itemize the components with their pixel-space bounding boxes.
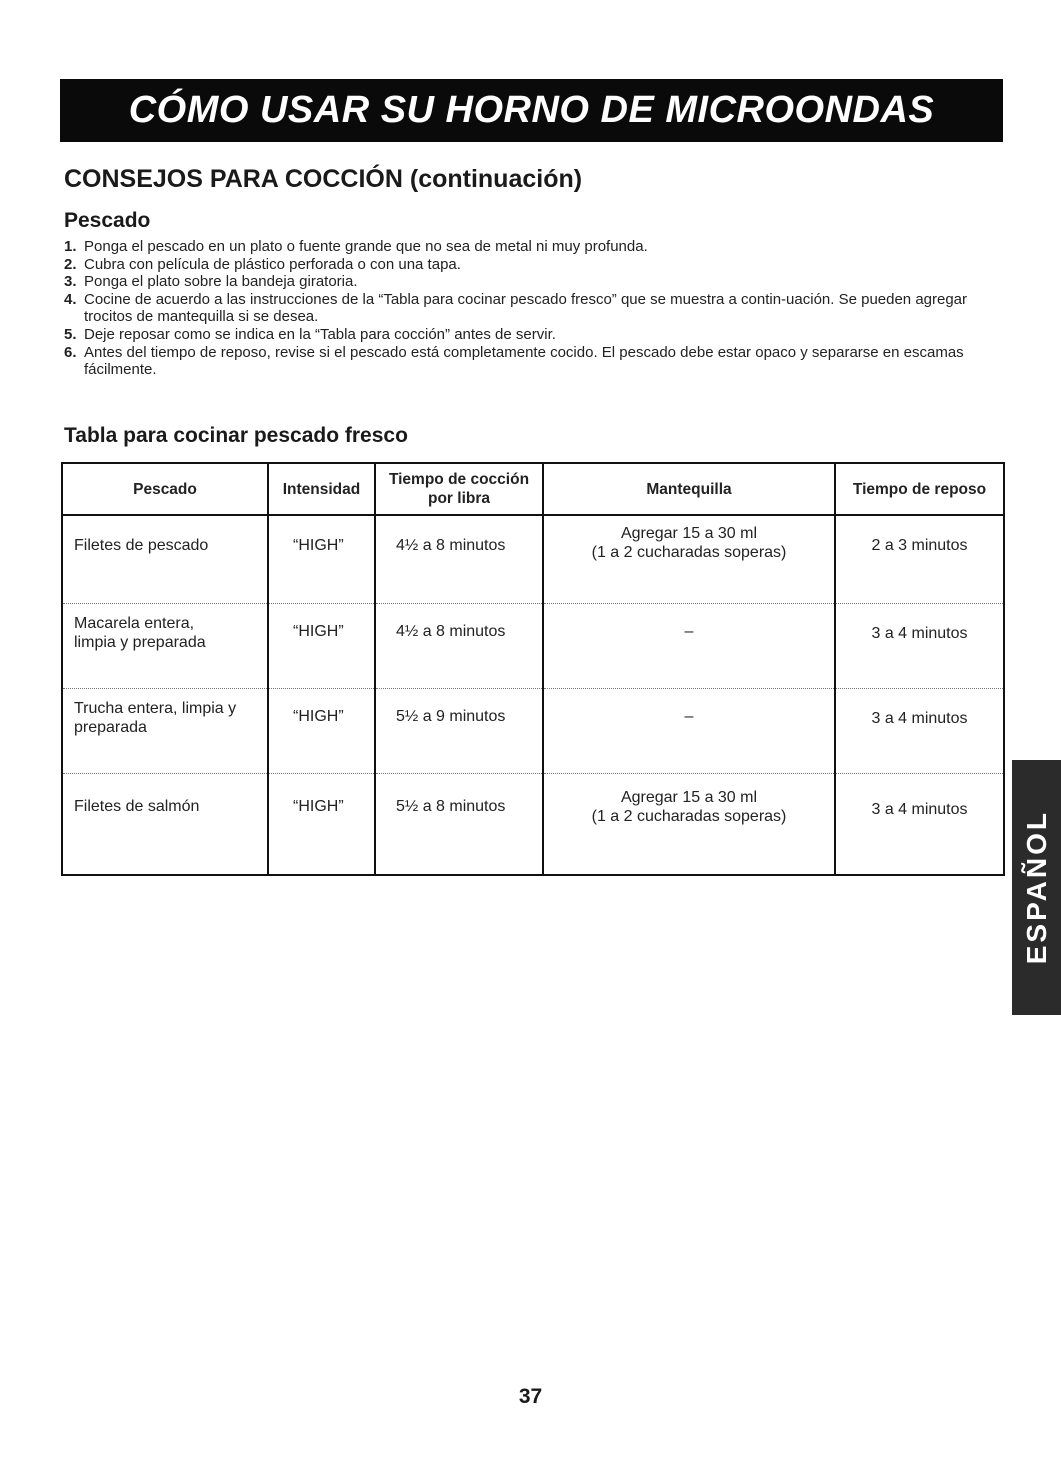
fish-cooking-table — [61, 462, 1005, 876]
header-fish: Pescado — [62, 463, 268, 515]
cell-cook-time: 4½ a 8 minutos — [375, 604, 543, 689]
step-item — [64, 273, 984, 291]
instruction-steps — [64, 238, 984, 379]
banner-title: CÓMO USAR SU HORNO DE MICROONDAS — [128, 89, 935, 131]
butter-amount: Agregar 15 a 30 ml — [620, 525, 758, 542]
header-cook-time: Tiempo de cocción por libra — [375, 463, 543, 515]
language-tab-label: ESPAÑOL — [1020, 810, 1052, 965]
cell-power: “HIGH” — [268, 774, 375, 876]
cell-cook-time: 5½ a 9 minutos — [375, 689, 543, 774]
step-text: Ponga el pescado en un plato o fuente grande que no sea de metal ni muy profunda. — [84, 238, 648, 255]
step-number: 6. — [64, 343, 77, 361]
table-title: Tabla para cocinar pescado fresco — [64, 424, 408, 447]
table-row — [62, 604, 1004, 689]
butter-amount: – — [684, 708, 694, 725]
cell-standing-time: 3 a 4 minutos — [835, 604, 1004, 689]
step-item — [64, 238, 984, 256]
cell-butter — [543, 774, 835, 876]
step-text: Antes del tiempo de reposo, revise si el pescado está completamente cocido. El pescado debe estar opaco y separarse en escamas fácilmente. — [84, 343, 964, 379]
step-item — [64, 291, 984, 326]
language-tab — [1012, 760, 1061, 1015]
butter-amount: – — [684, 623, 694, 640]
step-number: 3. — [64, 273, 77, 291]
step-text: Ponga el plato sobre la bandeja giratoria. — [84, 273, 358, 291]
cell-butter — [543, 689, 835, 774]
step-item — [64, 256, 984, 274]
step-item — [64, 344, 984, 379]
table-row — [62, 689, 1004, 774]
table-row — [62, 774, 1004, 876]
cell-standing-time: 2 a 3 minutos — [835, 515, 1004, 604]
cell-cook-time: 5½ a 8 minutos — [375, 774, 543, 876]
cell-fish: Trucha entera, limpia y preparada — [62, 689, 268, 774]
step-number: 4. — [64, 290, 77, 308]
butter-equivalent: (1 a 2 cucharadas soperas) — [591, 544, 787, 561]
table-row — [62, 515, 1004, 604]
step-text: Deje reposar como se indica en la “Tabla para cocción” antes de servir. — [84, 325, 556, 343]
cell-fish: Macarela entera, limpia y preparada — [62, 604, 268, 689]
cell-butter — [543, 515, 835, 604]
table-header-row — [62, 463, 1004, 515]
title-banner — [60, 79, 1003, 142]
section-title: CONSEJOS PARA COCCIÓN (continuación) — [64, 165, 583, 193]
step-text: Cocine de acuerdo a las instrucciones de la “Tabla para cocinar pescado fresco” que se muestra a contin-uación. Se pueden agregar trocitos de mantequilla si se desea. — [84, 290, 968, 326]
step-text: Cubra con película de plástico perforada o con una tapa. — [84, 255, 461, 273]
cell-fish: Filetes de pescado — [62, 515, 268, 604]
header-power: Intensidad — [268, 463, 375, 515]
cell-fish: Filetes de salmón — [62, 774, 268, 876]
step-item — [64, 326, 984, 344]
subsection-title: Pescado — [64, 209, 151, 232]
butter-equivalent: (1 a 2 cucharadas soperas) — [591, 808, 787, 825]
cell-power: “HIGH” — [268, 689, 375, 774]
header-butter: Mantequilla — [543, 463, 835, 515]
header-standing-time: Tiempo de reposo — [835, 463, 1004, 515]
cell-cook-time: 4½ a 8 minutos — [375, 515, 543, 604]
cell-standing-time: 3 a 4 minutos — [835, 689, 1004, 774]
step-number: 5. — [64, 325, 77, 343]
step-number: 1. — [64, 238, 77, 255]
cell-power: “HIGH” — [268, 604, 375, 689]
cell-power: “HIGH” — [268, 515, 375, 604]
cell-standing-time: 3 a 4 minutos — [835, 774, 1004, 876]
butter-amount: Agregar 15 a 30 ml — [620, 789, 758, 806]
cell-butter — [543, 604, 835, 689]
page-number: 37 — [518, 1385, 543, 1408]
step-number: 2. — [64, 255, 77, 273]
